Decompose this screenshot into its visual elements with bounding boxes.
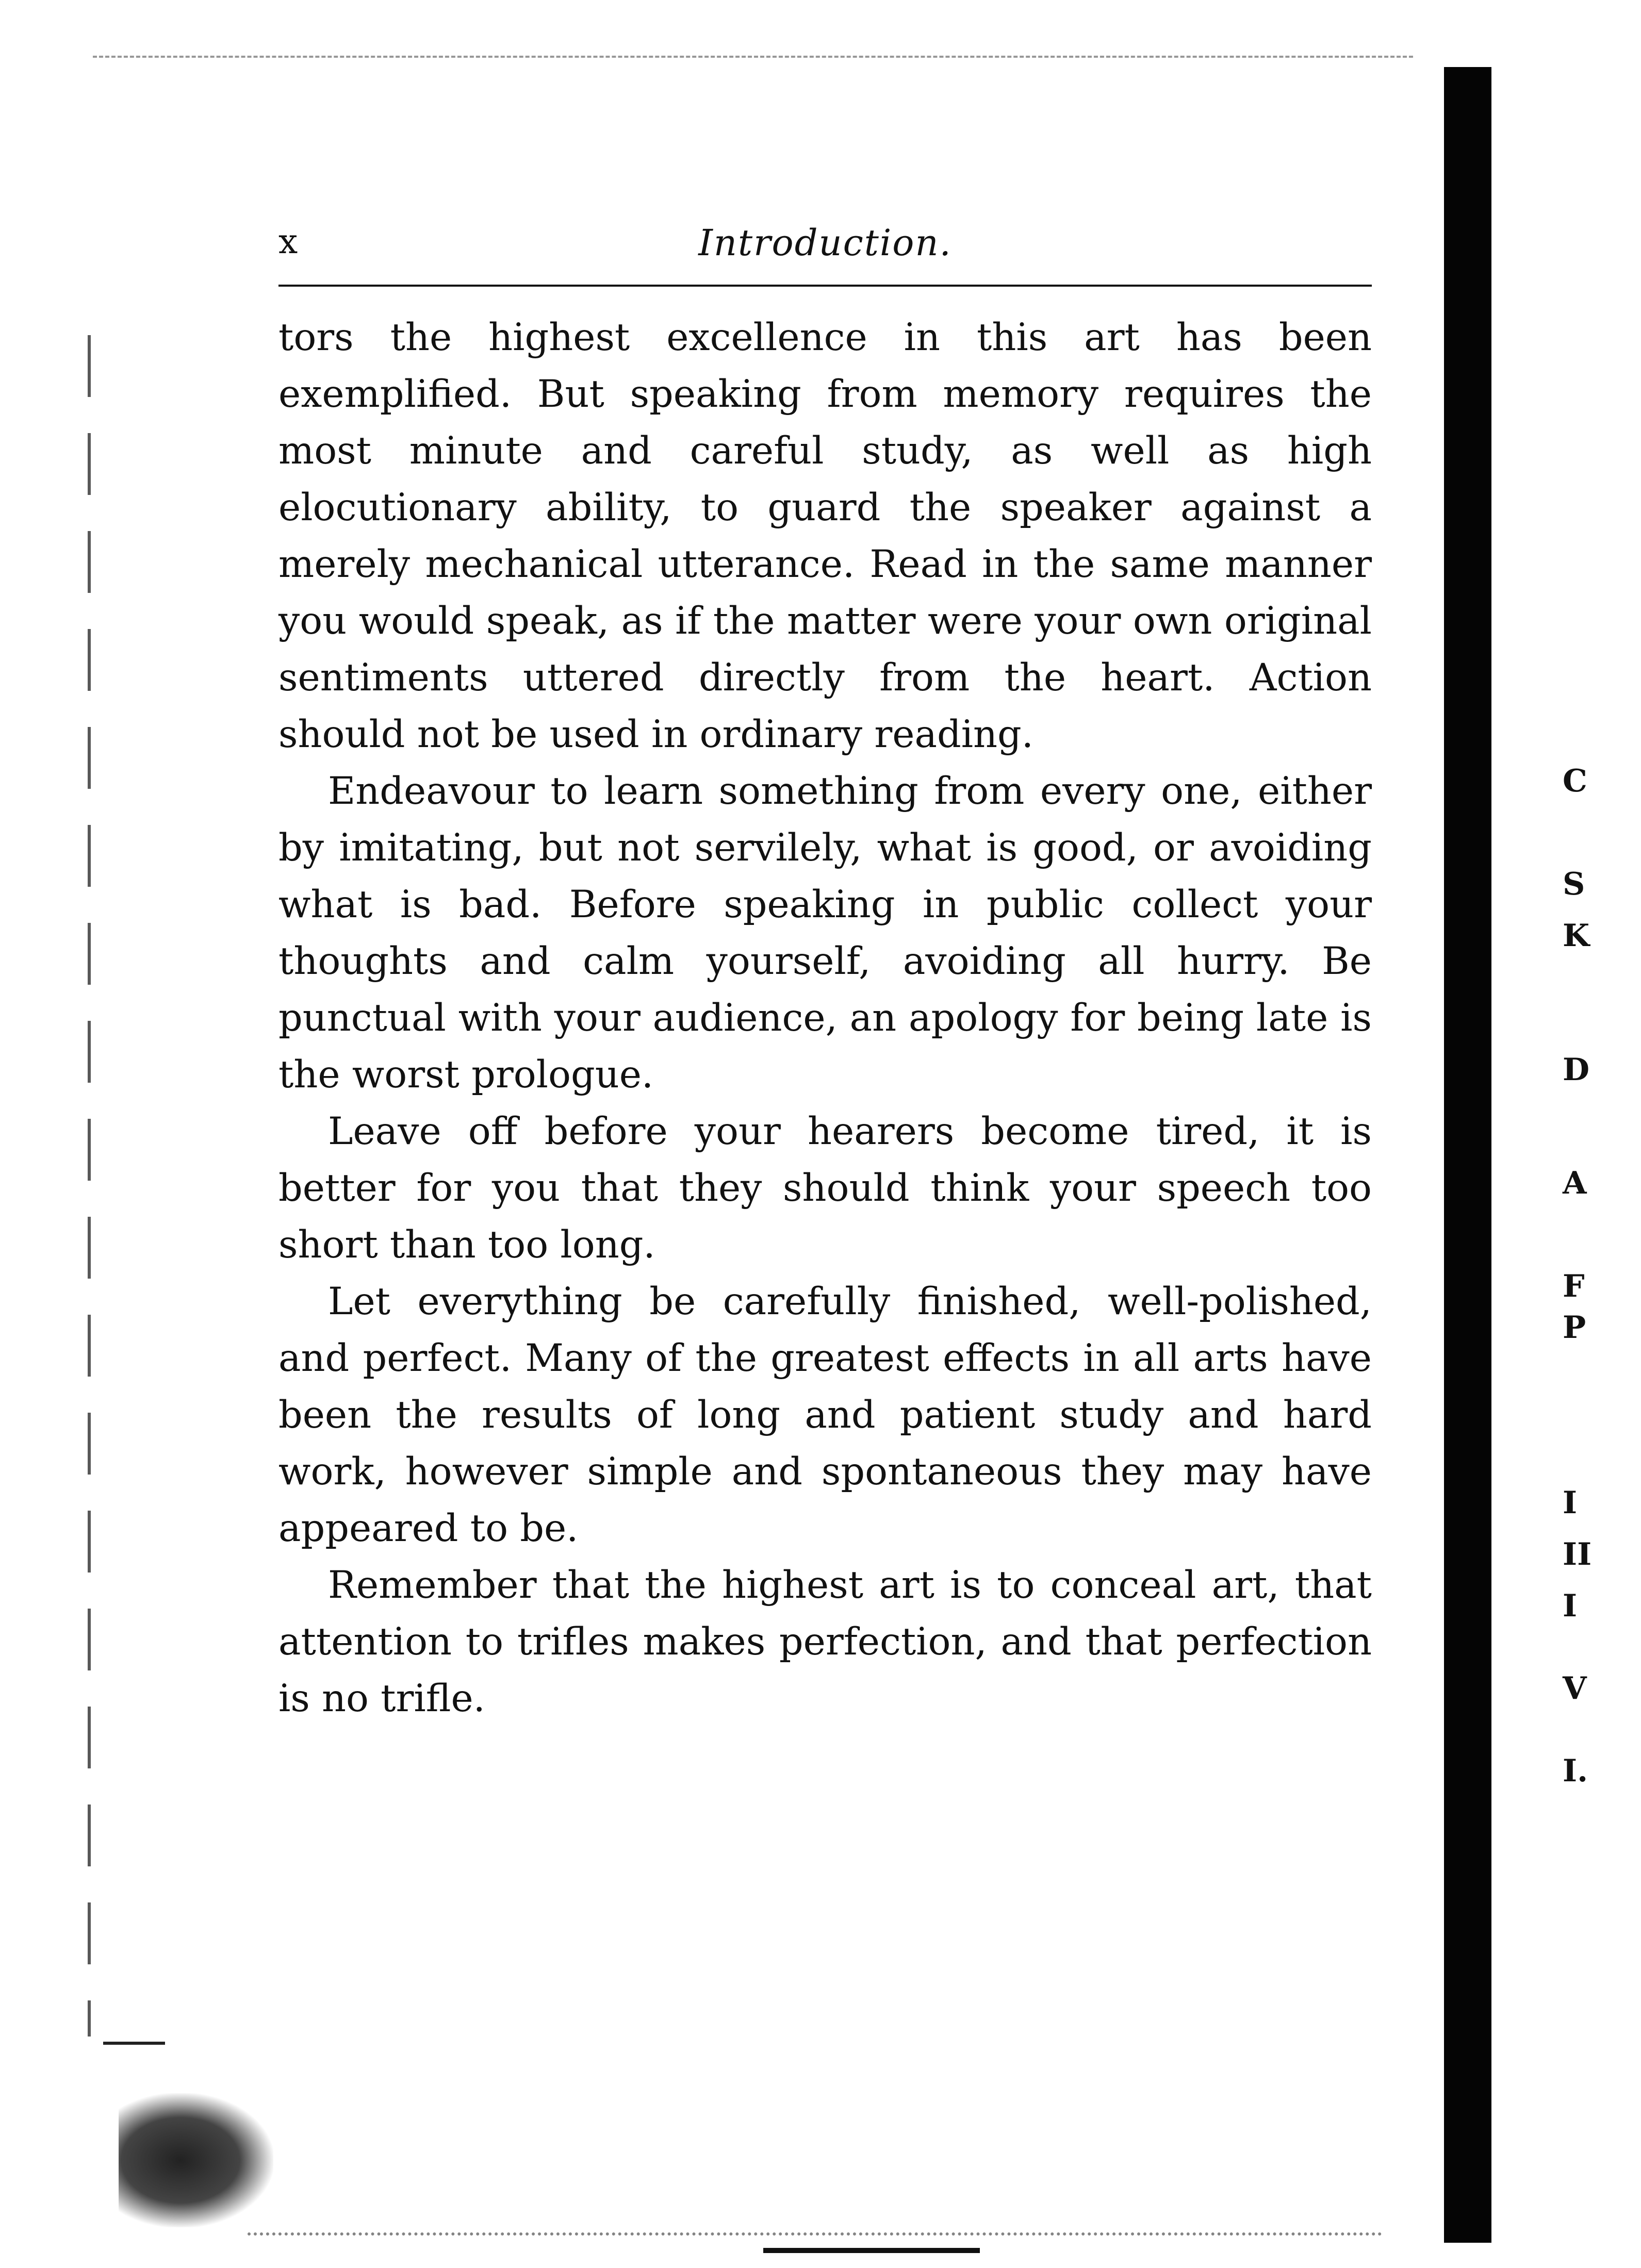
- paragraph: Endeavour to learn something from every one, either by imitating, but not servilely, what is good, or avoiding what is bad. Before speaking in public collect your thoughts and calm yourself, avoiding all hurry. Be punctual with your audience, an apology for being late is the worst prologue.: [278, 769, 1372, 1097]
- paragraph: Let everything be carefully finished, well-polished, and perfect. Many of the greatest effects in all arts have been the results of long and patient study and hard work, however simple and spontaneous they may have appeared to be.: [278, 1280, 1372, 1550]
- scan-bottom-edge: [248, 2232, 1382, 2236]
- scan-left-edge: [88, 335, 91, 2037]
- header-title: Introduction.: [698, 222, 952, 264]
- margin-letter: I: [1563, 1588, 1578, 1624]
- margin-letter: D: [1563, 1052, 1590, 1088]
- scan-bottom-mark: [763, 2248, 980, 2253]
- margin-letter: S: [1563, 866, 1585, 902]
- margin-letter: I.: [1563, 1753, 1588, 1789]
- page-body: [278, 309, 1372, 1727]
- margin-letter: II: [1563, 1536, 1592, 1572]
- scan-smudge: [119, 2093, 273, 2227]
- paragraph: Remember that the highest art is to conceal art, that attention to trifles makes perfection, and that perfection is no trifle.: [278, 1563, 1372, 1720]
- margin-letter: F: [1563, 1268, 1585, 1304]
- header-rule: [278, 285, 1372, 287]
- margin-letter: K: [1563, 918, 1590, 954]
- running-header: [278, 222, 1372, 278]
- scan-top-edge: [93, 56, 1413, 58]
- margin-letter: P: [1563, 1310, 1586, 1346]
- margin-letter: C: [1563, 763, 1587, 799]
- book-binding-strip: [1444, 67, 1491, 2243]
- margin-letter: I: [1563, 1485, 1578, 1521]
- paragraph: tors the highest excellence in this art has been exemplified. But speaking from memory requires the most minute and careful study, as well as high elocutionary ability, to guard the speaker against a merely mechanical utterance. Read in the same manner you would speak, as if the matter were your own original sentiments uttered directly from the heart. Action should not be used in ordinary reading.: [278, 316, 1372, 756]
- scan-left-edge-corner: [103, 2042, 165, 2045]
- page-number: x: [278, 222, 298, 261]
- paragraph: Leave off before your hearers become tired, it is better for you that they should think your speech too short than too long.: [278, 1110, 1372, 1267]
- margin-letter: A: [1563, 1165, 1587, 1201]
- margin-letter: V: [1563, 1670, 1587, 1707]
